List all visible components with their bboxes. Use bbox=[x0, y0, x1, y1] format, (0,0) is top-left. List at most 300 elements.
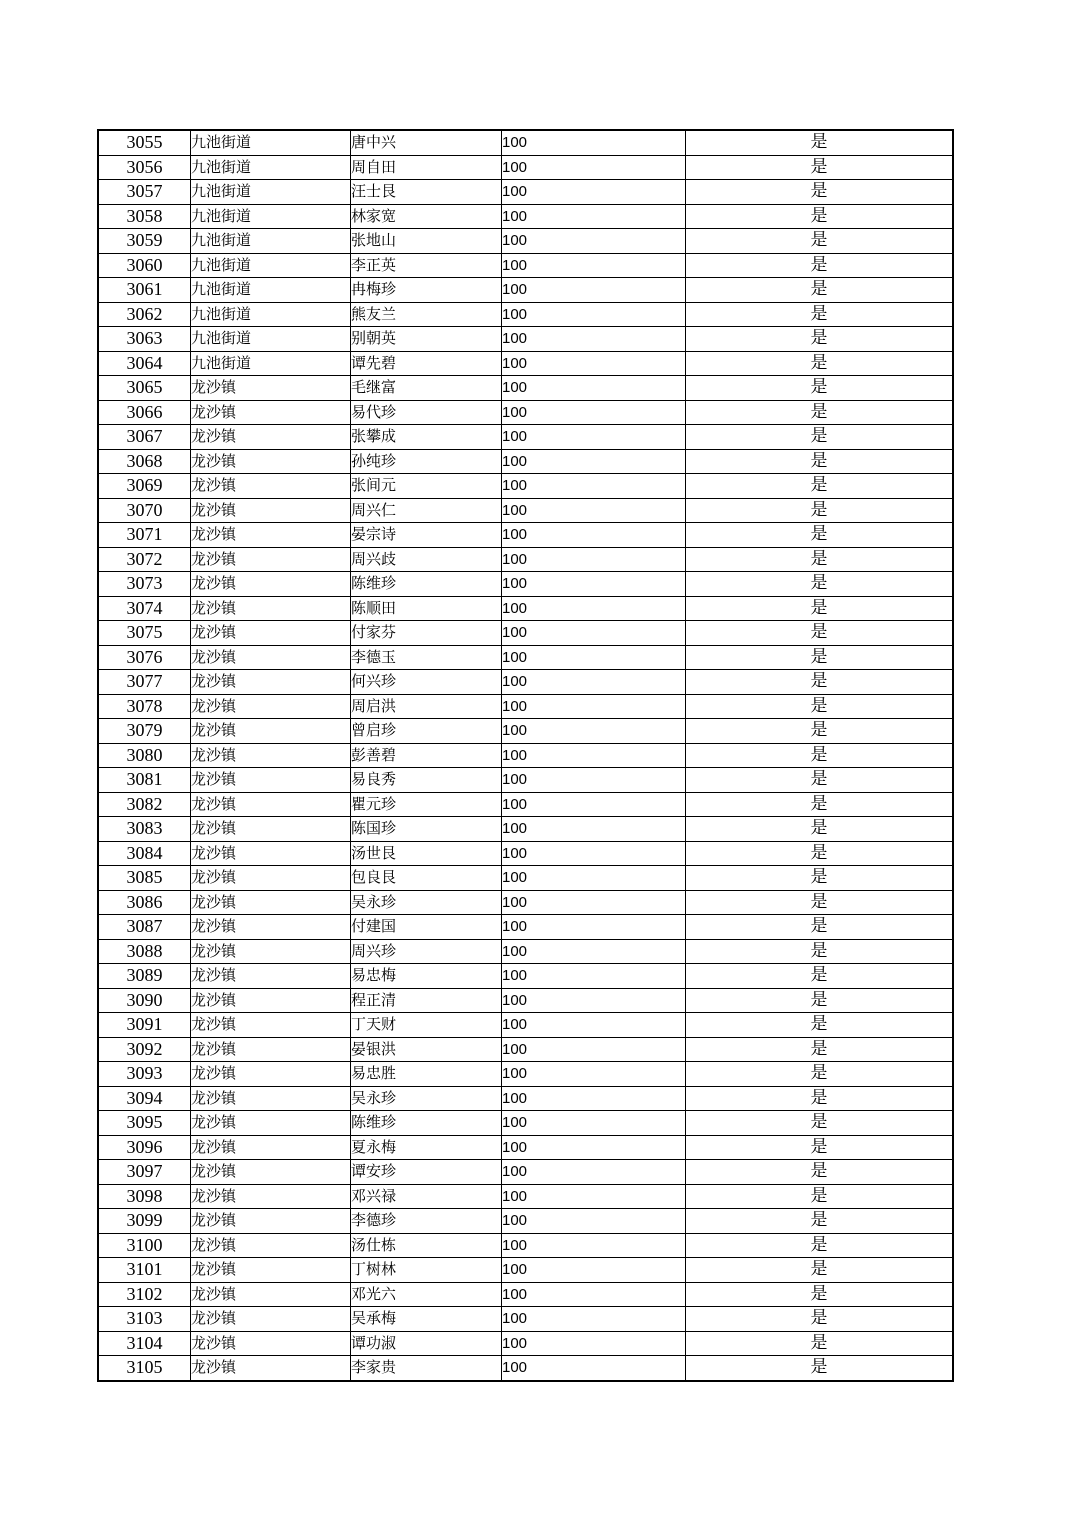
person-name-cell: 李德珍 bbox=[351, 1209, 502, 1234]
status-cell: 是 bbox=[686, 523, 954, 548]
row-number-cell: 3075 bbox=[98, 621, 191, 646]
row-number-cell: 3095 bbox=[98, 1111, 191, 1136]
roster-table bbox=[97, 129, 954, 1382]
row-number-cell: 3067 bbox=[98, 425, 191, 450]
area-cell: 九池街道 bbox=[191, 253, 351, 278]
amount-cell: 100 bbox=[502, 1111, 686, 1136]
person-name-cell: 陈维珍 bbox=[351, 1111, 502, 1136]
area-cell: 龙沙镇 bbox=[191, 719, 351, 744]
table-row bbox=[98, 302, 953, 327]
table-row bbox=[98, 1233, 953, 1258]
person-name-cell: 何兴珍 bbox=[351, 670, 502, 695]
table-row bbox=[98, 596, 953, 621]
amount-cell: 100 bbox=[502, 302, 686, 327]
row-number-cell: 3105 bbox=[98, 1356, 191, 1381]
status-cell: 是 bbox=[686, 474, 954, 499]
table-row bbox=[98, 351, 953, 376]
amount-cell: 100 bbox=[502, 915, 686, 940]
person-name-cell: 谭安珍 bbox=[351, 1160, 502, 1185]
person-name-cell: 邓光六 bbox=[351, 1282, 502, 1307]
amount-cell: 100 bbox=[502, 988, 686, 1013]
person-name-cell: 李正英 bbox=[351, 253, 502, 278]
row-number-cell: 3084 bbox=[98, 841, 191, 866]
row-number-cell: 3068 bbox=[98, 449, 191, 474]
person-name-cell: 付建国 bbox=[351, 915, 502, 940]
amount-cell: 100 bbox=[502, 670, 686, 695]
table-row bbox=[98, 278, 953, 303]
status-cell: 是 bbox=[686, 498, 954, 523]
area-cell: 龙沙镇 bbox=[191, 915, 351, 940]
amount-cell: 100 bbox=[502, 376, 686, 401]
amount-cell: 100 bbox=[502, 474, 686, 499]
person-name-cell: 别朝英 bbox=[351, 327, 502, 352]
amount-cell: 100 bbox=[502, 743, 686, 768]
row-number-cell: 3064 bbox=[98, 351, 191, 376]
row-number-cell: 3094 bbox=[98, 1086, 191, 1111]
area-cell: 龙沙镇 bbox=[191, 1135, 351, 1160]
row-number-cell: 3087 bbox=[98, 915, 191, 940]
status-cell: 是 bbox=[686, 1013, 954, 1038]
area-cell: 龙沙镇 bbox=[191, 596, 351, 621]
amount-cell: 100 bbox=[502, 523, 686, 548]
table-row bbox=[98, 645, 953, 670]
status-cell: 是 bbox=[686, 1258, 954, 1283]
amount-cell: 100 bbox=[502, 1086, 686, 1111]
amount-cell: 100 bbox=[502, 719, 686, 744]
row-number-cell: 3086 bbox=[98, 890, 191, 915]
area-cell: 九池街道 bbox=[191, 204, 351, 229]
amount-cell: 100 bbox=[502, 1356, 686, 1381]
person-name-cell: 易代珍 bbox=[351, 400, 502, 425]
status-cell: 是 bbox=[686, 302, 954, 327]
area-cell: 龙沙镇 bbox=[191, 866, 351, 891]
table-row bbox=[98, 915, 953, 940]
status-cell: 是 bbox=[686, 547, 954, 572]
table-row bbox=[98, 376, 953, 401]
status-cell: 是 bbox=[686, 1037, 954, 1062]
person-name-cell: 晏宗诗 bbox=[351, 523, 502, 548]
amount-cell: 100 bbox=[502, 1037, 686, 1062]
table-row bbox=[98, 572, 953, 597]
status-cell: 是 bbox=[686, 768, 954, 793]
area-cell: 龙沙镇 bbox=[191, 645, 351, 670]
status-cell: 是 bbox=[686, 572, 954, 597]
person-name-cell: 丁天财 bbox=[351, 1013, 502, 1038]
area-cell: 九池街道 bbox=[191, 351, 351, 376]
table-row bbox=[98, 327, 953, 352]
person-name-cell: 汤仕栋 bbox=[351, 1233, 502, 1258]
row-number-cell: 3083 bbox=[98, 817, 191, 842]
amount-cell: 100 bbox=[502, 866, 686, 891]
status-cell: 是 bbox=[686, 890, 954, 915]
amount-cell: 100 bbox=[502, 1258, 686, 1283]
row-number-cell: 3090 bbox=[98, 988, 191, 1013]
status-cell: 是 bbox=[686, 204, 954, 229]
area-cell: 九池街道 bbox=[191, 278, 351, 303]
person-name-cell: 周兴珍 bbox=[351, 939, 502, 964]
row-number-cell: 3101 bbox=[98, 1258, 191, 1283]
status-cell: 是 bbox=[686, 400, 954, 425]
amount-cell: 100 bbox=[502, 572, 686, 597]
area-cell: 龙沙镇 bbox=[191, 1062, 351, 1087]
area-cell: 龙沙镇 bbox=[191, 1331, 351, 1356]
row-number-cell: 3093 bbox=[98, 1062, 191, 1087]
area-cell: 九池街道 bbox=[191, 327, 351, 352]
person-name-cell: 陈国珍 bbox=[351, 817, 502, 842]
table-row bbox=[98, 1356, 953, 1381]
person-name-cell: 李德玉 bbox=[351, 645, 502, 670]
amount-cell: 100 bbox=[502, 1013, 686, 1038]
amount-cell: 100 bbox=[502, 1062, 686, 1087]
area-cell: 龙沙镇 bbox=[191, 1086, 351, 1111]
status-cell: 是 bbox=[686, 645, 954, 670]
status-cell: 是 bbox=[686, 1184, 954, 1209]
amount-cell: 100 bbox=[502, 351, 686, 376]
area-cell: 龙沙镇 bbox=[191, 498, 351, 523]
amount-cell: 100 bbox=[502, 449, 686, 474]
area-cell: 九池街道 bbox=[191, 229, 351, 254]
status-cell: 是 bbox=[686, 792, 954, 817]
area-cell: 龙沙镇 bbox=[191, 400, 351, 425]
table-row bbox=[98, 988, 953, 1013]
area-cell: 九池街道 bbox=[191, 130, 351, 155]
person-name-cell: 孙纯珍 bbox=[351, 449, 502, 474]
area-cell: 龙沙镇 bbox=[191, 572, 351, 597]
status-cell: 是 bbox=[686, 1282, 954, 1307]
amount-cell: 100 bbox=[502, 1331, 686, 1356]
status-cell: 是 bbox=[686, 1307, 954, 1332]
table-row bbox=[98, 1258, 953, 1283]
person-name-cell: 易忠梅 bbox=[351, 964, 502, 989]
area-cell: 龙沙镇 bbox=[191, 449, 351, 474]
amount-cell: 100 bbox=[502, 645, 686, 670]
person-name-cell: 汤世艮 bbox=[351, 841, 502, 866]
area-cell: 龙沙镇 bbox=[191, 523, 351, 548]
area-cell: 龙沙镇 bbox=[191, 1037, 351, 1062]
table-row bbox=[98, 253, 953, 278]
amount-cell: 100 bbox=[502, 1307, 686, 1332]
person-name-cell: 汪士艮 bbox=[351, 180, 502, 205]
person-name-cell: 李家贵 bbox=[351, 1356, 502, 1381]
amount-cell: 100 bbox=[502, 130, 686, 155]
amount-cell: 100 bbox=[502, 817, 686, 842]
person-name-cell: 易忠胜 bbox=[351, 1062, 502, 1087]
area-cell: 龙沙镇 bbox=[191, 1160, 351, 1185]
status-cell: 是 bbox=[686, 866, 954, 891]
area-cell: 龙沙镇 bbox=[191, 1258, 351, 1283]
table-row bbox=[98, 204, 953, 229]
amount-cell: 100 bbox=[502, 253, 686, 278]
area-cell: 龙沙镇 bbox=[191, 1209, 351, 1234]
person-name-cell: 曾启珍 bbox=[351, 719, 502, 744]
amount-cell: 100 bbox=[502, 1209, 686, 1234]
amount-cell: 100 bbox=[502, 1184, 686, 1209]
area-cell: 龙沙镇 bbox=[191, 1111, 351, 1136]
row-number-cell: 3096 bbox=[98, 1135, 191, 1160]
row-number-cell: 3065 bbox=[98, 376, 191, 401]
area-cell: 龙沙镇 bbox=[191, 1184, 351, 1209]
amount-cell: 100 bbox=[502, 229, 686, 254]
status-cell: 是 bbox=[686, 939, 954, 964]
area-cell: 龙沙镇 bbox=[191, 817, 351, 842]
amount-cell: 100 bbox=[502, 425, 686, 450]
area-cell: 龙沙镇 bbox=[191, 621, 351, 646]
status-cell: 是 bbox=[686, 1135, 954, 1160]
area-cell: 龙沙镇 bbox=[191, 792, 351, 817]
row-number-cell: 3061 bbox=[98, 278, 191, 303]
row-number-cell: 3073 bbox=[98, 572, 191, 597]
table-row bbox=[98, 1013, 953, 1038]
row-number-cell: 3058 bbox=[98, 204, 191, 229]
amount-cell: 100 bbox=[502, 768, 686, 793]
person-name-cell: 吴永珍 bbox=[351, 1086, 502, 1111]
row-number-cell: 3072 bbox=[98, 547, 191, 572]
person-name-cell: 毛继富 bbox=[351, 376, 502, 401]
row-number-cell: 3102 bbox=[98, 1282, 191, 1307]
area-cell: 龙沙镇 bbox=[191, 425, 351, 450]
status-cell: 是 bbox=[686, 743, 954, 768]
roster-table-body bbox=[98, 130, 953, 1381]
row-number-cell: 3056 bbox=[98, 155, 191, 180]
person-name-cell: 林家宽 bbox=[351, 204, 502, 229]
amount-cell: 100 bbox=[502, 1135, 686, 1160]
person-name-cell: 吴永珍 bbox=[351, 890, 502, 915]
area-cell: 龙沙镇 bbox=[191, 1233, 351, 1258]
area-cell: 龙沙镇 bbox=[191, 694, 351, 719]
amount-cell: 100 bbox=[502, 1282, 686, 1307]
person-name-cell: 周自田 bbox=[351, 155, 502, 180]
status-cell: 是 bbox=[686, 915, 954, 940]
amount-cell: 100 bbox=[502, 547, 686, 572]
area-cell: 龙沙镇 bbox=[191, 1356, 351, 1381]
row-number-cell: 3081 bbox=[98, 768, 191, 793]
amount-cell: 100 bbox=[502, 1233, 686, 1258]
person-name-cell: 夏永梅 bbox=[351, 1135, 502, 1160]
amount-cell: 100 bbox=[502, 498, 686, 523]
row-number-cell: 3092 bbox=[98, 1037, 191, 1062]
amount-cell: 100 bbox=[502, 621, 686, 646]
table-row bbox=[98, 964, 953, 989]
area-cell: 龙沙镇 bbox=[191, 841, 351, 866]
table-row bbox=[98, 719, 953, 744]
row-number-cell: 3085 bbox=[98, 866, 191, 891]
table-row bbox=[98, 1307, 953, 1332]
status-cell: 是 bbox=[686, 988, 954, 1013]
area-cell: 九池街道 bbox=[191, 180, 351, 205]
row-number-cell: 3060 bbox=[98, 253, 191, 278]
table-row bbox=[98, 1160, 953, 1185]
table-row bbox=[98, 498, 953, 523]
area-cell: 九池街道 bbox=[191, 302, 351, 327]
table-row bbox=[98, 1086, 953, 1111]
person-name-cell: 晏银洪 bbox=[351, 1037, 502, 1062]
row-number-cell: 3059 bbox=[98, 229, 191, 254]
area-cell: 龙沙镇 bbox=[191, 1013, 351, 1038]
person-name-cell: 丁树林 bbox=[351, 1258, 502, 1283]
status-cell: 是 bbox=[686, 351, 954, 376]
status-cell: 是 bbox=[686, 376, 954, 401]
table-row bbox=[98, 792, 953, 817]
status-cell: 是 bbox=[686, 155, 954, 180]
area-cell: 龙沙镇 bbox=[191, 1307, 351, 1332]
row-number-cell: 3063 bbox=[98, 327, 191, 352]
area-cell: 龙沙镇 bbox=[191, 964, 351, 989]
row-number-cell: 3097 bbox=[98, 1160, 191, 1185]
status-cell: 是 bbox=[686, 719, 954, 744]
status-cell: 是 bbox=[686, 694, 954, 719]
status-cell: 是 bbox=[686, 229, 954, 254]
amount-cell: 100 bbox=[502, 204, 686, 229]
person-name-cell: 程正清 bbox=[351, 988, 502, 1013]
amount-cell: 100 bbox=[502, 327, 686, 352]
table-row bbox=[98, 425, 953, 450]
amount-cell: 100 bbox=[502, 792, 686, 817]
person-name-cell: 谭先碧 bbox=[351, 351, 502, 376]
table-row bbox=[98, 1037, 953, 1062]
table-row bbox=[98, 866, 953, 891]
status-cell: 是 bbox=[686, 841, 954, 866]
amount-cell: 100 bbox=[502, 278, 686, 303]
row-number-cell: 3100 bbox=[98, 1233, 191, 1258]
table-row bbox=[98, 229, 953, 254]
status-cell: 是 bbox=[686, 670, 954, 695]
row-number-cell: 3078 bbox=[98, 694, 191, 719]
area-cell: 九池街道 bbox=[191, 155, 351, 180]
table-row bbox=[98, 155, 953, 180]
status-cell: 是 bbox=[686, 964, 954, 989]
row-number-cell: 3069 bbox=[98, 474, 191, 499]
amount-cell: 100 bbox=[502, 841, 686, 866]
person-name-cell: 唐中兴 bbox=[351, 130, 502, 155]
amount-cell: 100 bbox=[502, 1160, 686, 1185]
table-row bbox=[98, 547, 953, 572]
row-number-cell: 3088 bbox=[98, 939, 191, 964]
area-cell: 龙沙镇 bbox=[191, 988, 351, 1013]
amount-cell: 100 bbox=[502, 155, 686, 180]
amount-cell: 100 bbox=[502, 596, 686, 621]
table-row bbox=[98, 621, 953, 646]
row-number-cell: 3082 bbox=[98, 792, 191, 817]
person-name-cell: 熊友兰 bbox=[351, 302, 502, 327]
status-cell: 是 bbox=[686, 1356, 954, 1381]
amount-cell: 100 bbox=[502, 400, 686, 425]
table-row bbox=[98, 1209, 953, 1234]
status-cell: 是 bbox=[686, 1086, 954, 1111]
area-cell: 龙沙镇 bbox=[191, 890, 351, 915]
row-number-cell: 3099 bbox=[98, 1209, 191, 1234]
area-cell: 龙沙镇 bbox=[191, 474, 351, 499]
area-cell: 龙沙镇 bbox=[191, 1282, 351, 1307]
table-row bbox=[98, 1062, 953, 1087]
table-row bbox=[98, 743, 953, 768]
person-name-cell: 冉梅珍 bbox=[351, 278, 502, 303]
status-cell: 是 bbox=[686, 1111, 954, 1136]
amount-cell: 100 bbox=[502, 180, 686, 205]
person-name-cell: 易良秀 bbox=[351, 768, 502, 793]
row-number-cell: 3076 bbox=[98, 645, 191, 670]
person-name-cell: 谭功淑 bbox=[351, 1331, 502, 1356]
status-cell: 是 bbox=[686, 1062, 954, 1087]
table-row bbox=[98, 768, 953, 793]
table-row bbox=[98, 1331, 953, 1356]
status-cell: 是 bbox=[686, 1331, 954, 1356]
table-row bbox=[98, 694, 953, 719]
status-cell: 是 bbox=[686, 1209, 954, 1234]
person-name-cell: 张地山 bbox=[351, 229, 502, 254]
person-name-cell: 吴承梅 bbox=[351, 1307, 502, 1332]
amount-cell: 100 bbox=[502, 964, 686, 989]
person-name-cell: 周兴仁 bbox=[351, 498, 502, 523]
row-number-cell: 3089 bbox=[98, 964, 191, 989]
row-number-cell: 3071 bbox=[98, 523, 191, 548]
row-number-cell: 3103 bbox=[98, 1307, 191, 1332]
table-row bbox=[98, 523, 953, 548]
table-row bbox=[98, 180, 953, 205]
person-name-cell: 邓兴禄 bbox=[351, 1184, 502, 1209]
status-cell: 是 bbox=[686, 425, 954, 450]
row-number-cell: 3062 bbox=[98, 302, 191, 327]
person-name-cell: 周兴歧 bbox=[351, 547, 502, 572]
table-row bbox=[98, 130, 953, 155]
status-cell: 是 bbox=[686, 596, 954, 621]
area-cell: 龙沙镇 bbox=[191, 547, 351, 572]
area-cell: 龙沙镇 bbox=[191, 939, 351, 964]
person-name-cell: 包良艮 bbox=[351, 866, 502, 891]
area-cell: 龙沙镇 bbox=[191, 376, 351, 401]
person-name-cell: 瞿元珍 bbox=[351, 792, 502, 817]
table-row bbox=[98, 939, 953, 964]
row-number-cell: 3074 bbox=[98, 596, 191, 621]
status-cell: 是 bbox=[686, 180, 954, 205]
status-cell: 是 bbox=[686, 621, 954, 646]
status-cell: 是 bbox=[686, 130, 954, 155]
person-name-cell: 陈顺田 bbox=[351, 596, 502, 621]
person-name-cell: 周启洪 bbox=[351, 694, 502, 719]
status-cell: 是 bbox=[686, 449, 954, 474]
table-row bbox=[98, 670, 953, 695]
table-row bbox=[98, 817, 953, 842]
status-cell: 是 bbox=[686, 1233, 954, 1258]
status-cell: 是 bbox=[686, 817, 954, 842]
row-number-cell: 3079 bbox=[98, 719, 191, 744]
area-cell: 龙沙镇 bbox=[191, 768, 351, 793]
area-cell: 龙沙镇 bbox=[191, 743, 351, 768]
row-number-cell: 3077 bbox=[98, 670, 191, 695]
row-number-cell: 3066 bbox=[98, 400, 191, 425]
row-number-cell: 3057 bbox=[98, 180, 191, 205]
row-number-cell: 3098 bbox=[98, 1184, 191, 1209]
table-row bbox=[98, 400, 953, 425]
row-number-cell: 3104 bbox=[98, 1331, 191, 1356]
table-row bbox=[98, 841, 953, 866]
table-row bbox=[98, 474, 953, 499]
amount-cell: 100 bbox=[502, 890, 686, 915]
amount-cell: 100 bbox=[502, 939, 686, 964]
person-name-cell: 张攀成 bbox=[351, 425, 502, 450]
table-row bbox=[98, 449, 953, 474]
status-cell: 是 bbox=[686, 278, 954, 303]
table-row bbox=[98, 1184, 953, 1209]
row-number-cell: 3080 bbox=[98, 743, 191, 768]
row-number-cell: 3091 bbox=[98, 1013, 191, 1038]
status-cell: 是 bbox=[686, 1160, 954, 1185]
person-name-cell: 陈维珍 bbox=[351, 572, 502, 597]
row-number-cell: 3070 bbox=[98, 498, 191, 523]
status-cell: 是 bbox=[686, 327, 954, 352]
table-row bbox=[98, 890, 953, 915]
person-name-cell: 张间元 bbox=[351, 474, 502, 499]
person-name-cell: 付家芬 bbox=[351, 621, 502, 646]
